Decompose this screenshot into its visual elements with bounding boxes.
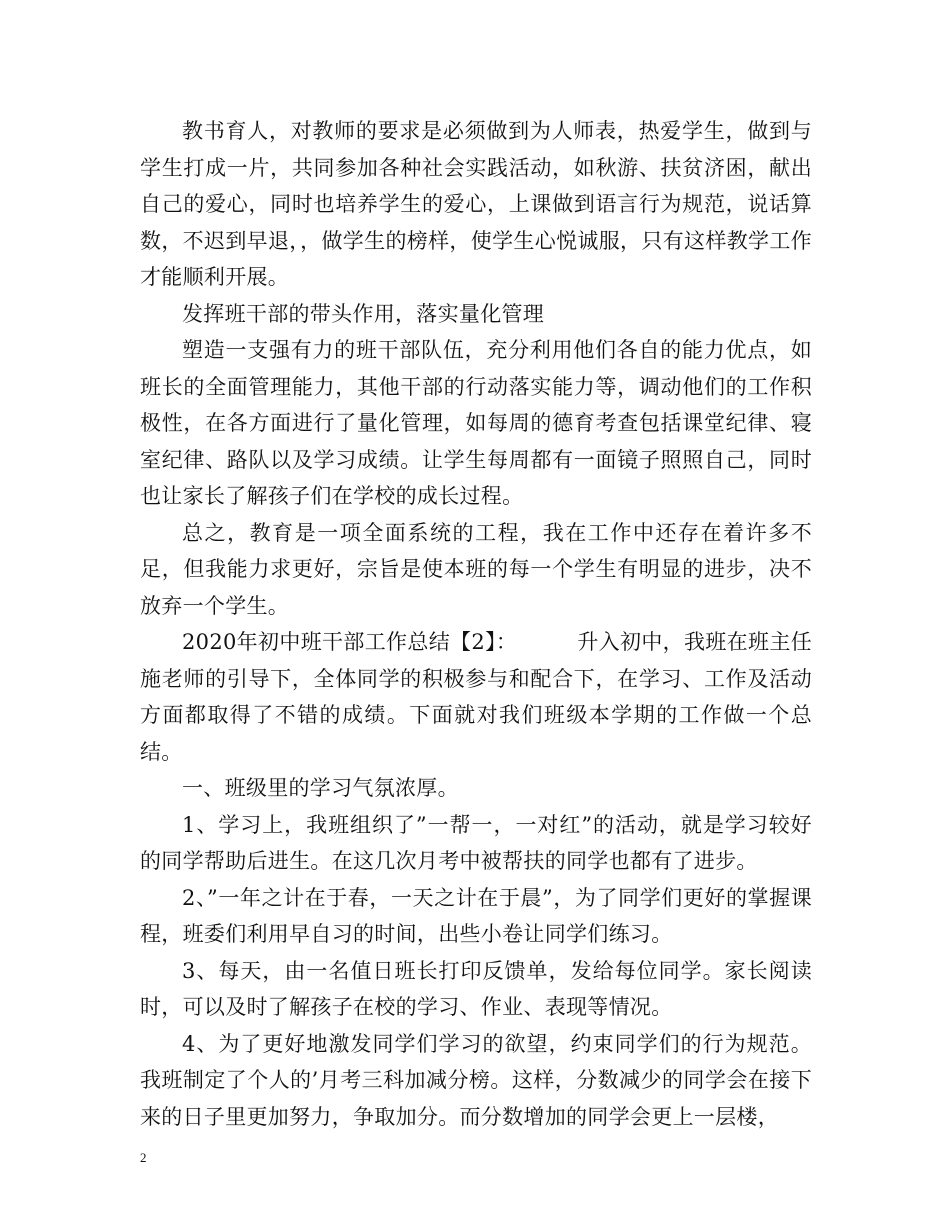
paragraph-conclusion: 总之，教育是一项全面系统的工程，我在工作中还存在着许多不足，但我能力求更好，宗旨是使本班的每一个学生有明显的进步，决不放弃一个学生。 <box>140 520 812 618</box>
paragraph-study-atmosphere: 一、班级里的学习气氛浓厚。 <box>182 776 459 800</box>
paragraph-item-1: 1、学习上，我班组织了”一帮一，一对红”的活动，就是学习较好的同学帮助后进生。在这几次月考中被帮扶的同学也都有了进步。 <box>140 812 812 873</box>
document-body <box>140 113 812 1135</box>
paragraph-item-2: 2、”一年之计在于春，一天之计在于晨”，为了同学们更好的掌握课程，班委们利用早自习的时间，出些小卷让同学们练习。 <box>140 885 812 946</box>
paragraph-heading-class-cadre: 发挥班干部的带头作用，落实量化管理 <box>182 301 545 326</box>
paragraph-section2-intro <box>140 624 812 770</box>
paragraph-cadre-team: 塑造一支强有力的班干部队伍，充分利用他们各自的能力优点，如班长的全面管理能力，其他干部的行动落实能力等，调动他们的工作积极性，在各方面进行了量化管理，如每周的德育考查包括课堂纪律、寝室纪律、路队以及学习成绩。让学生每周都有一面镜子照照自己，同时也让家长了解孩子们在学校的成长过程。 <box>140 338 812 508</box>
section2-heading: 2020年初中班干部工作总结【2】： <box>182 630 518 654</box>
paragraph-teacher-role: 教书育人，对教师的要求是必须做到为人师表，热爱学生，做到与学生打成一片，共同参加各种社会实践活动，如秋游、扶贫济困，献出自己的爱心，同时也培养学生的爱心，上课做到语言行为规范，说话算数，不迟到早退，，做学生的榜样，使学生心悦诚服，只有这样教学工作才能顺利开展。 <box>140 119 812 289</box>
paragraph-item-4: 4、为了更好地激发同学们学习的欲望，约束同学们的行为规范。我班制定了个人的’月考三科加减分榜。这样，分数减少的同学会在接下来的日子里更加努力，争取加分。而分数增加的同学会更上一层楼， <box>140 1031 812 1129</box>
paragraph-item-3: 3、每天，由一名值日班长打印反馈单，发给每位同学。家长阅读时，可以及时了解孩子在校的学习、作业、表现等情况。 <box>140 958 812 1019</box>
section2-intro-text: 升入初中，我班在班主任施老师的引导下，全体同学的积极参与和配合下，在学习、工作及活动方面都取得了不错的成绩。下面就对我们班级本学期的工作做一个总结。 <box>140 630 812 764</box>
page-number: 2 <box>140 1150 147 1165</box>
